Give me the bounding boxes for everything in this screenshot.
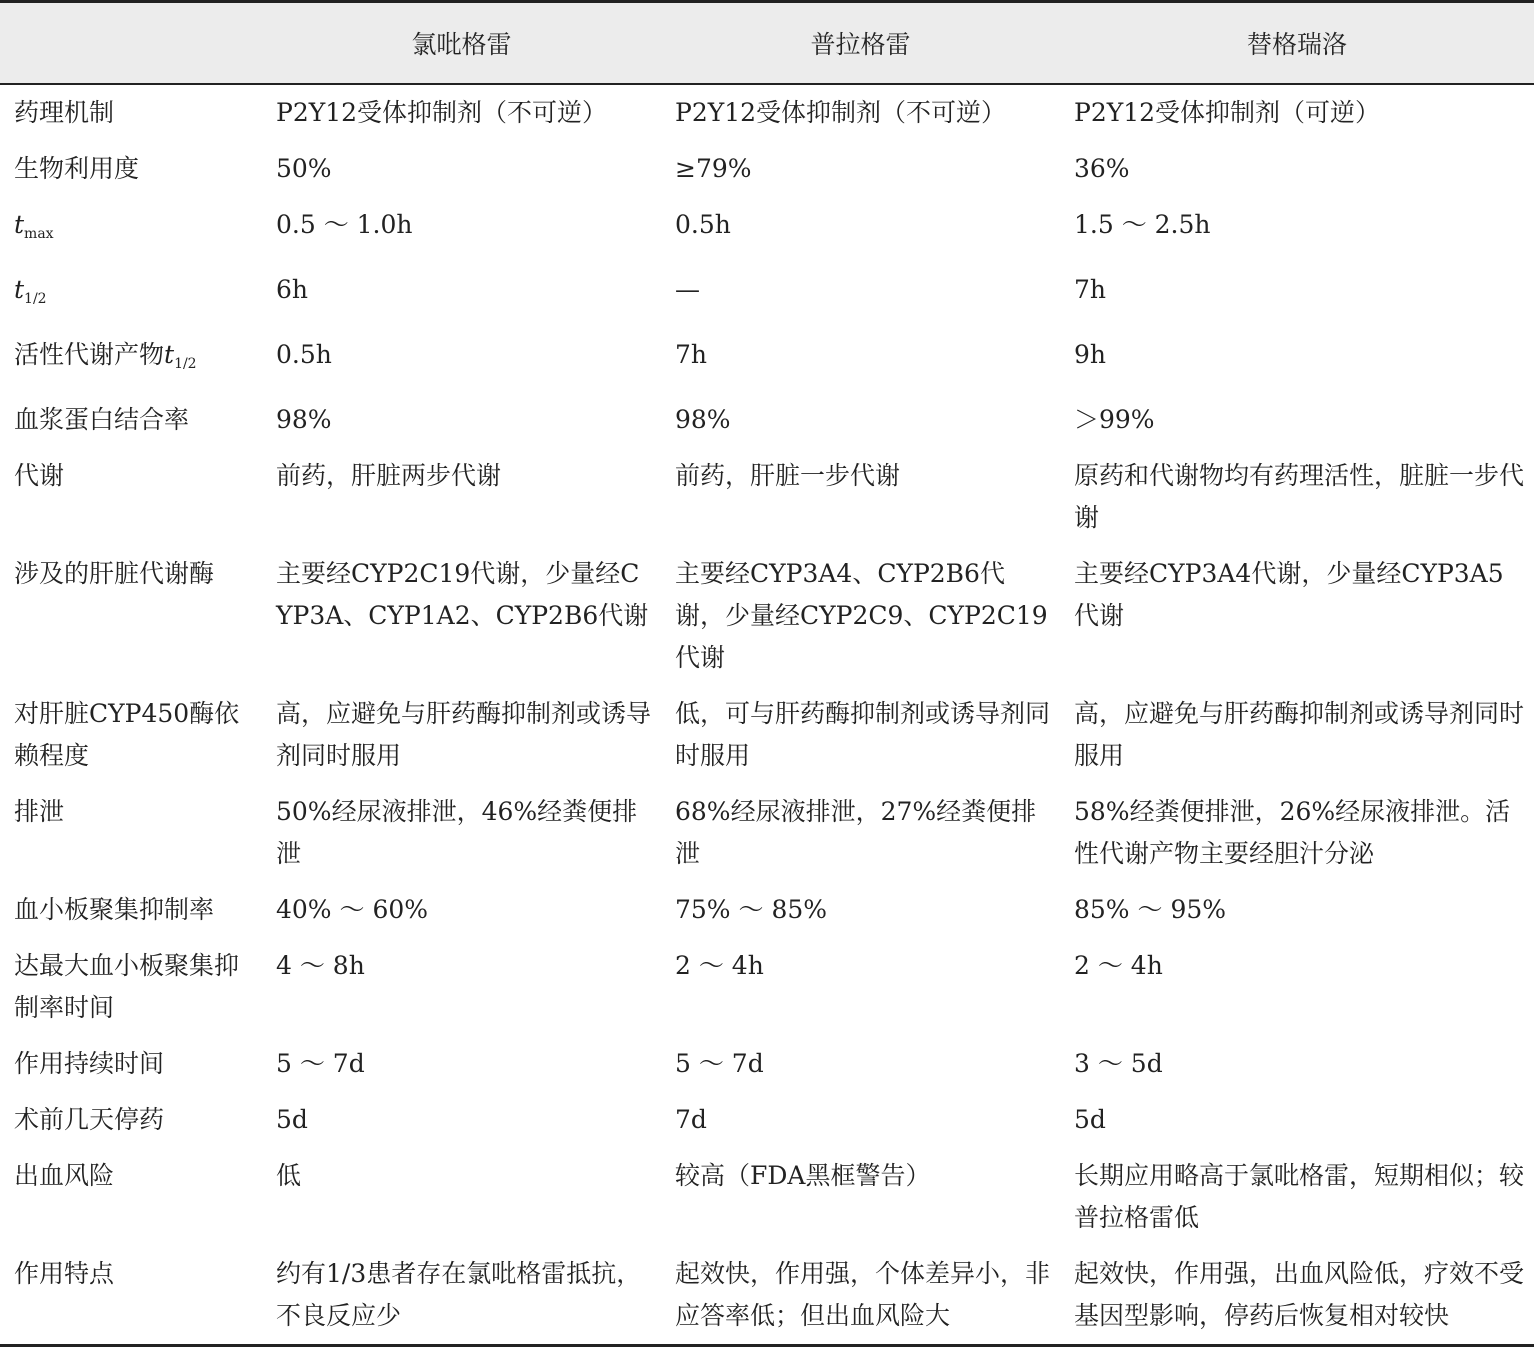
- prasugrel-cell: ≥79%: [675, 154, 752, 183]
- clopidogrel-cell: 40% ～ 60%: [276, 895, 429, 924]
- ticagrelor-cell: 起效快，作用强，出血风险低，疗效不受基因型影响，停药后恢复相对较快: [1060, 1246, 1534, 1346]
- clopidogrel-cell: 5d: [276, 1105, 308, 1134]
- table-row: [0, 327, 1534, 392]
- prasugrel-cell: 低，可与肝药酶抑制剂或诱导剂同时服用: [675, 699, 1051, 770]
- row-label-symbol: t: [14, 210, 25, 239]
- row-label: [0, 882, 262, 938]
- ticagrelor-cell: 原药和代谢物均有药理活性，脏脏一步代谢: [1074, 461, 1525, 532]
- clopidogrel-cell: 5 ～ 7d: [276, 1049, 365, 1078]
- row-label-text: 作用特点: [14, 1259, 115, 1288]
- row-label-text: 排泄: [14, 797, 65, 826]
- row-label-text: 代谢: [14, 461, 65, 490]
- clopidogrel-cell: 98%: [276, 405, 332, 434]
- table-row: [0, 262, 1534, 327]
- row-label-symbol: t: [14, 275, 25, 304]
- clopidogrel-cell: 约有1/3患者存在氯吡格雷抵抗，不良反应少: [262, 1246, 661, 1346]
- row-label: [0, 784, 262, 882]
- clopidogrel-cell: 0.5h: [276, 340, 332, 369]
- table-row: [0, 1092, 1534, 1148]
- prasugrel-cell: —: [675, 275, 700, 304]
- prasugrel-cell: 5 ～ 7d: [675, 1049, 764, 1078]
- ticagrelor-cell: 36%: [1074, 154, 1130, 183]
- prasugrel-cell: 起效快，作用强，个体差异小，非应答率低；但出血风险大: [661, 1246, 1060, 1346]
- row-label: [0, 938, 262, 1036]
- header-cell-prasugrel: 普拉格雷: [661, 2, 1060, 85]
- row-label-text: 生物利用度: [14, 154, 140, 183]
- table-row: [0, 546, 1534, 686]
- row-label-subscript: 1/2: [174, 356, 197, 372]
- ticagrelor-cell: 58%经粪便排泄，26%经尿液排泄。活性代谢产物主要经胆汁分泌: [1074, 797, 1511, 868]
- table-row: [0, 784, 1534, 882]
- header-row: [0, 2, 1534, 85]
- row-label-subscript: max: [24, 226, 54, 242]
- prasugrel-cell: 较高（FDA黑框警告）: [675, 1161, 931, 1190]
- ticagrelor-cell: 9h: [1074, 340, 1107, 369]
- row-label-symbol: t: [164, 340, 175, 369]
- clopidogrel-cell: 6h: [276, 275, 309, 304]
- row-label-text: 达最大血小板聚集抑制率时间: [14, 951, 240, 1022]
- table-row: [0, 197, 1534, 262]
- row-label: [0, 686, 262, 784]
- clopidogrel-cell: 4 ～ 8h: [276, 951, 365, 980]
- table-row: [0, 938, 1534, 1036]
- prasugrel-cell: 75% ～ 85%: [675, 895, 828, 924]
- table-row: [0, 448, 1534, 546]
- header-cell-blank: [0, 2, 262, 85]
- row-label: [0, 262, 262, 327]
- clopidogrel-cell: 50%经尿液排泄，46%经粪便排泄: [276, 797, 638, 868]
- row-label: [0, 1148, 262, 1246]
- ticagrelor-cell: 高，应避免与肝药酶抑制剂或诱导剂同时服用: [1074, 699, 1525, 770]
- row-label-text: 术前几天停药: [14, 1105, 165, 1134]
- table-row: [0, 1148, 1534, 1246]
- header-cell-ticagrelor: 替格瑞洛: [1060, 2, 1534, 85]
- row-label-text: 涉及的肝脏代谢酶: [14, 559, 215, 588]
- header-cell-clopidogrel: 氯吡格雷: [262, 2, 661, 85]
- clopidogrel-cell: 0.5 ～ 1.0h: [276, 210, 413, 239]
- clopidogrel-cell: 高，应避免与肝药酶抑制剂或诱导剂同时服用: [276, 699, 652, 770]
- row-label: [0, 448, 262, 546]
- row-label: [0, 197, 262, 262]
- table-row: [0, 84, 1534, 141]
- prasugrel-cell: 前药，肝脏一步代谢: [675, 461, 901, 490]
- row-label: [0, 84, 262, 141]
- ticagrelor-cell: 长期应用略高于氯吡格雷，短期相似；较普拉格雷低: [1074, 1161, 1525, 1232]
- prasugrel-cell: 68%经尿液排泄，27%经粪便排泄: [675, 797, 1037, 868]
- ticagrelor-cell: 2 ～ 4h: [1074, 951, 1163, 980]
- table-row: [0, 141, 1534, 197]
- prasugrel-cell: 主要经CYP3A4、CYP2B6代谢，少量经CYP2C9、CYP2C19代谢: [675, 559, 1048, 672]
- clopidogrel-cell: 50%: [276, 154, 332, 183]
- clopidogrel-cell: 低: [276, 1161, 302, 1190]
- clopidogrel-cell: P2Y12受体抑制剂（不可逆）: [276, 98, 608, 127]
- row-label: [0, 1246, 262, 1346]
- row-label-text: 作用持续时间: [14, 1049, 165, 1078]
- table-row: [0, 1246, 1534, 1346]
- prasugrel-cell: 98%: [675, 405, 731, 434]
- ticagrelor-cell: 3 ～ 5d: [1074, 1049, 1163, 1078]
- row-label: [0, 327, 262, 392]
- row-label: [0, 1036, 262, 1092]
- ticagrelor-cell: 主要经CYP3A4代谢，少量经CYP3A5代谢: [1074, 559, 1504, 630]
- row-label: [0, 546, 262, 686]
- prasugrel-cell: P2Y12受体抑制剂（不可逆）: [675, 98, 1007, 127]
- prasugrel-cell: 7d: [675, 1105, 707, 1134]
- clopidogrel-cell: 前药，肝脏两步代谢: [276, 461, 502, 490]
- row-label-text: 出血风险: [14, 1161, 115, 1190]
- prasugrel-cell: 7h: [675, 340, 708, 369]
- row-label-text: 血浆蛋白结合率: [14, 405, 190, 434]
- ticagrelor-cell: 1.5 ～ 2.5h: [1074, 210, 1211, 239]
- table-row: [0, 392, 1534, 448]
- table-row: [0, 686, 1534, 784]
- row-label-text: 活性代谢产物: [14, 340, 165, 369]
- ticagrelor-cell: 5d: [1074, 1105, 1106, 1134]
- table-body: [0, 84, 1534, 1346]
- ticagrelor-cell: P2Y12受体抑制剂（可逆）: [1074, 98, 1381, 127]
- prasugrel-cell: 0.5h: [675, 210, 731, 239]
- row-label: [0, 392, 262, 448]
- clopidogrel-cell: 主要经CYP2C19代谢，少量经CYP3A、CYP1A2、CYP2B6代谢: [276, 559, 649, 630]
- row-label-text: 血小板聚集抑制率: [14, 895, 215, 924]
- ticagrelor-cell: 7h: [1074, 275, 1107, 304]
- ticagrelor-cell: 85% ～ 95%: [1074, 895, 1227, 924]
- prasugrel-cell: 2 ～ 4h: [675, 951, 764, 980]
- row-label: [0, 141, 262, 197]
- row-label-text: 药理机制: [14, 98, 115, 127]
- table-row: [0, 882, 1534, 938]
- row-label-subscript: 1/2: [24, 291, 47, 307]
- row-label: [0, 1092, 262, 1148]
- ticagrelor-cell: ＞99%: [1074, 405, 1155, 434]
- row-label-text: 对肝脏CYP450酶依赖程度: [14, 699, 240, 770]
- table-row: [0, 1036, 1534, 1092]
